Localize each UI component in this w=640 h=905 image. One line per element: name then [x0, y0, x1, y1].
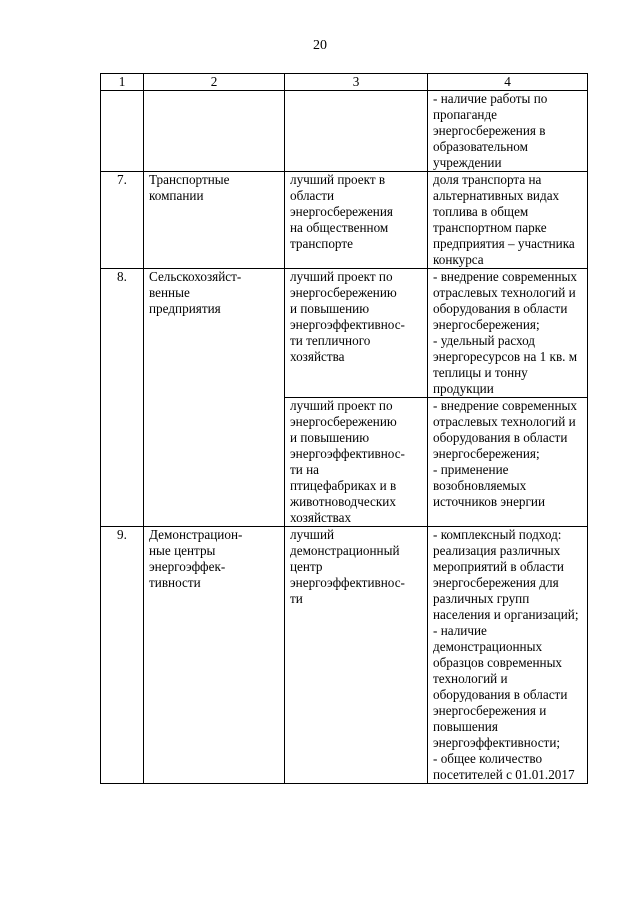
cell-text-line: демонстрационных	[433, 639, 543, 654]
cell-text-line: доля транспорта на	[433, 172, 542, 187]
table-header-row	[101, 74, 588, 91]
cell-text-line: повышения	[433, 719, 498, 734]
cell-text-line: венные	[149, 285, 190, 300]
cell-text-line: энергоэффек-	[149, 559, 226, 574]
cell-text-line: компании	[149, 188, 204, 203]
cell-text-line: энергосбережения;	[433, 317, 540, 332]
participant-category-cell	[144, 527, 285, 784]
cell-text-line: предприятия – участника	[433, 236, 575, 251]
row-number: 7.	[101, 172, 144, 269]
cell-text-line: образовательном	[433, 139, 528, 154]
cell-text-line: центр	[290, 559, 323, 574]
cell-text-line: - внедрение современных	[433, 269, 577, 284]
cell-text-line: топлива в общем	[433, 204, 529, 219]
cell-text-line: различных групп	[433, 591, 530, 606]
cell-text-line: лучший проект по	[290, 269, 393, 284]
cell-text-line: - наличие	[433, 623, 487, 638]
cell-text-line: лучший	[290, 527, 335, 542]
table-row-9	[101, 527, 588, 784]
cell-text-line: области	[290, 188, 335, 203]
row-number: 8.	[101, 269, 144, 527]
cell-text-line: - внедрение современных	[433, 398, 577, 413]
cell-text-line: хозяйствах	[290, 510, 352, 525]
cell-text-line: тивности	[149, 575, 201, 590]
cell-text-line: ти	[290, 591, 303, 606]
criteria-cell	[428, 269, 588, 398]
cell-text-line: ти на	[290, 462, 320, 477]
table-cell	[144, 91, 285, 172]
cell-text-line: энергоэффективнос-	[290, 446, 405, 461]
criteria-cell	[428, 172, 588, 269]
table-row-continued	[101, 91, 588, 172]
table-cell	[285, 91, 428, 172]
cell-text-line: продукции	[433, 381, 494, 396]
cell-text-line: - применение	[433, 462, 509, 477]
cell-text-line: оборудования в области	[433, 687, 568, 702]
participant-category-cell	[144, 269, 285, 527]
column-number-3: 3	[285, 74, 428, 91]
cell-text-line: реализация различных	[433, 543, 561, 558]
cell-text-line: Демонстрацион-	[149, 527, 243, 542]
cell-text-line: и повышению	[290, 430, 370, 445]
cell-text-line: энергосбережению	[290, 285, 397, 300]
cell-text-line: мероприятий в области	[433, 559, 564, 574]
cell-text-line: энергоэффективнос-	[290, 317, 405, 332]
cell-text-line: ные центры	[149, 543, 216, 558]
nomination-cell	[285, 398, 428, 527]
row-number: 9.	[101, 527, 144, 784]
cell-text-line: теплицы и тонну	[433, 365, 528, 380]
cell-text-line: образцов современных	[433, 655, 563, 670]
table-row-7	[101, 172, 588, 269]
contest-nominations-table	[100, 73, 588, 784]
cell-text-line: - комплексный подход:	[433, 527, 562, 542]
cell-text-line: пропаганде	[433, 107, 498, 122]
cell-text-line: источников энергии	[433, 494, 546, 509]
cell-text-line: отраслевых технологий и	[433, 414, 576, 429]
column-number-4: 4	[428, 74, 588, 91]
cell-text-line: предприятия	[149, 301, 221, 316]
cell-text-line: транспорте	[290, 236, 353, 251]
cell-text-line: птицефабриках и в	[290, 478, 397, 493]
cell-text-line: животноводческих	[290, 494, 396, 509]
nomination-cell	[285, 527, 428, 784]
cell-text-line: хозяйства	[290, 349, 345, 364]
nomination-cell	[285, 269, 428, 398]
cell-text-line: населения и организаций;	[433, 607, 579, 622]
cell-text-line: транспортном парке	[433, 220, 547, 235]
cell-text-line: оборудования в области	[433, 301, 568, 316]
cell-text-line: отраслевых технологий и	[433, 285, 576, 300]
cell-text-line: энергосбережения;	[433, 446, 540, 461]
cell-text-line: на общественном	[290, 220, 389, 235]
cell-text-line: - наличие работы по	[433, 91, 548, 106]
cell-text-line: - удельный расход	[433, 333, 536, 348]
cell-text-line: ти тепличного	[290, 333, 371, 348]
cell-text-line: энергосбережения	[290, 204, 393, 219]
cell-text-line: энергосбережения для	[433, 575, 559, 590]
cell-text-line: посетителей с 01.01.2017	[433, 767, 575, 782]
column-number-1: 1	[101, 74, 144, 91]
criteria-cell	[428, 527, 588, 784]
cell-text-line: конкурса	[433, 252, 484, 267]
cell-text-line: возобновляемых	[433, 478, 527, 493]
cell-text-line: лучший проект по	[290, 398, 393, 413]
cell-text-line: энергоэффективности;	[433, 735, 561, 750]
cell-text-line: Сельскохозяйст-	[149, 269, 242, 284]
table-row-8a	[101, 269, 588, 398]
cell-text-line: учреждении	[433, 155, 502, 170]
cell-text-line: энергоэффективнос-	[290, 575, 405, 590]
column-number-2: 2	[144, 74, 285, 91]
page-number: 20	[313, 38, 327, 53]
cell-text-line: и повышению	[290, 301, 370, 316]
nomination-cell	[285, 172, 428, 269]
cell-text-line: технологий и	[433, 671, 508, 686]
cell-text-line: энергосбережения и	[433, 703, 547, 718]
cell-text-line: - общее количество	[433, 751, 543, 766]
criteria-cell	[428, 91, 588, 172]
cell-text-line: альтернативных видах	[433, 188, 560, 203]
cell-text-line: оборудования в области	[433, 430, 568, 445]
table-cell	[101, 91, 144, 172]
cell-text-line: Транспортные	[149, 172, 230, 187]
participant-category-cell	[144, 172, 285, 269]
cell-text-line: лучший проект в	[290, 172, 386, 187]
cell-text-line: энергосбережению	[290, 414, 397, 429]
criteria-cell	[428, 398, 588, 527]
cell-text-line: энергосбережения в	[433, 123, 546, 138]
cell-text-line: демонстрационный	[290, 543, 400, 558]
cell-text-line: энергоресурсов на 1 кв. м	[433, 349, 578, 364]
